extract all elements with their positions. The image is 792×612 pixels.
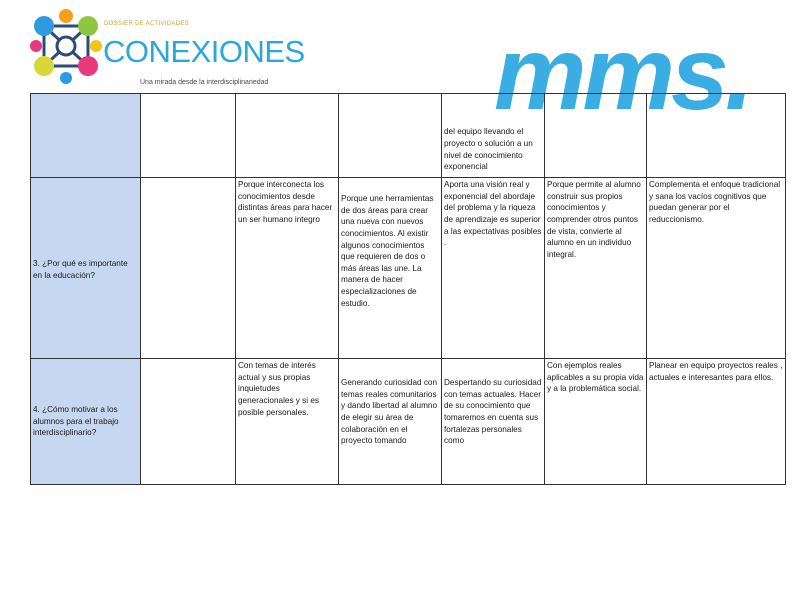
table-cell: Planear en equipo proyectos reales , actuales e interesantes para ellos. bbox=[647, 359, 786, 485]
table-cell: Porque interconecta los conocimientos desde distintas áreas para hacer un ser humano integro bbox=[236, 178, 339, 359]
table-row bbox=[31, 94, 786, 178]
table-cell bbox=[141, 359, 236, 485]
table-cell: Porque une herramientas de dos áreas para crear una nueva con nuevos conocimientos. Al existir algunos conocimientos que requieren de dos o más áreas las une. La manera de hacer especializaciones de estudio. bbox=[339, 178, 442, 359]
table-cell bbox=[339, 94, 442, 178]
table-cell: Con temas de interés actual y sus propias inquietudes generacionales y si es posible personales. bbox=[236, 359, 339, 485]
table-cell bbox=[141, 178, 236, 359]
table-cell: del equipo llevando el proyecto o solución a un nivel de conocimiento exponencial bbox=[442, 94, 545, 178]
question-cell: 4. ¿Cómo motivar a los alumnos para el trabajo interdisciplinario? bbox=[31, 359, 141, 485]
table-cell: Aporta una visión real y exponencial del abordaje del problema y la riqueza de aprendizaje es superior a las expectativas posibles . bbox=[442, 178, 545, 359]
table-cell: Generando curiosidad con temas reales comunitarios y dando libertad al alumno de elegir su área de colaboración en el proyecto tomando bbox=[339, 359, 442, 485]
header-kicker: DOSSIER DE ACTIVIDADES bbox=[104, 21, 189, 27]
table-cell bbox=[647, 94, 786, 178]
brand-title: CONEXIONES bbox=[103, 34, 305, 69]
table-row bbox=[31, 359, 786, 485]
table-cell bbox=[545, 94, 647, 178]
table-cell: Con ejemplos reales aplicables a su propia vida y a la problemática social. bbox=[545, 359, 647, 485]
mms-watermark: mms. bbox=[494, 16, 750, 132]
question-cell bbox=[31, 94, 141, 178]
brand-tagline: Una mirada desde la interdisciplinariedad bbox=[140, 79, 269, 86]
table-row bbox=[31, 178, 786, 359]
table-cell bbox=[141, 94, 236, 178]
table-cell: Porque permite al alumno construir sus propios conocimientos y comprender otros puntos de vista, convierte al alumno en un individuo integral. bbox=[545, 178, 647, 359]
conexiones-logo bbox=[30, 8, 102, 84]
question-cell: 3. ¿Por qué es importante en la educación? bbox=[31, 178, 141, 359]
comparison-table bbox=[30, 93, 786, 485]
table-cell: Complementa el enfoque tradicional y sana los vacíos cognitivos que puedan generar por el reduccionismo. bbox=[647, 178, 786, 359]
table-cell: Despertando su curiosidad con temas actuales. Hacer de su conocimiento que tomaremos en cuenta sus fortalezas personales como bbox=[442, 359, 545, 485]
table-cell bbox=[236, 94, 339, 178]
